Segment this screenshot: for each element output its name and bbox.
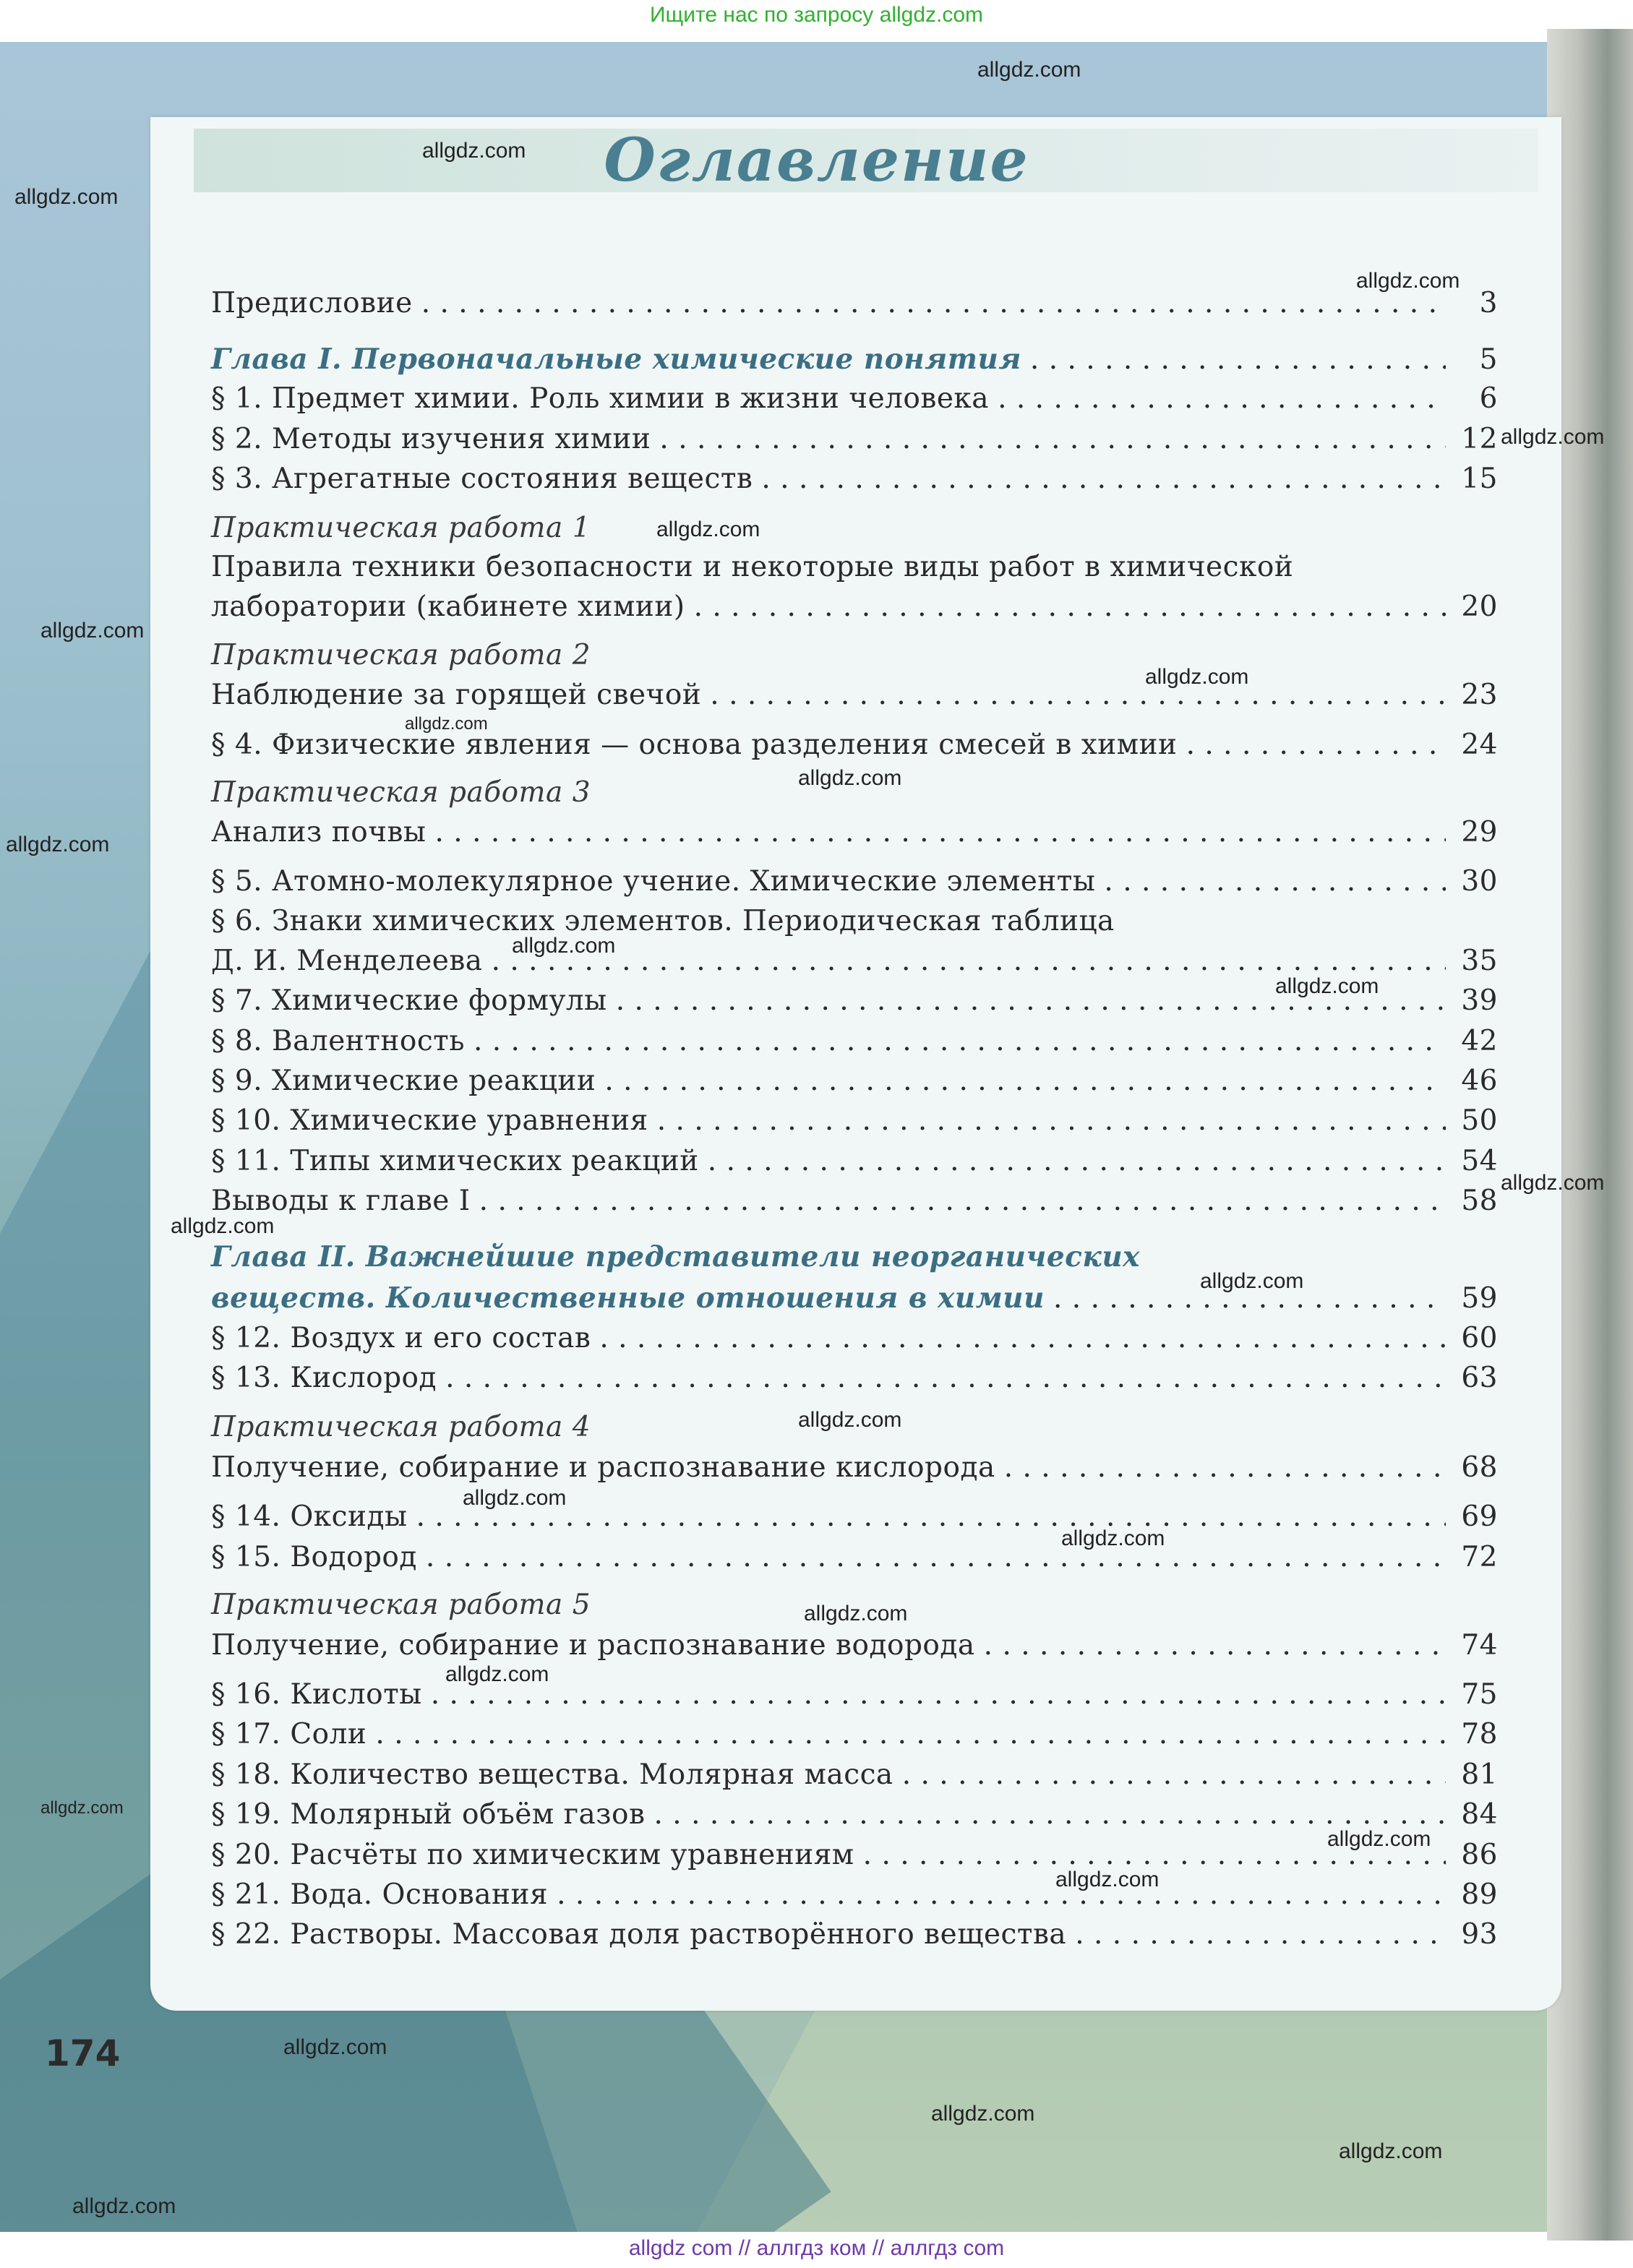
toc-entry-s15[interactable]	[211, 1539, 1498, 1576]
toc-leader-dots	[1030, 342, 1446, 378]
toc-leader-dots	[557, 1877, 1446, 1913]
watermark: allgdz.com	[977, 58, 1081, 82]
toc-leader-dots	[761, 461, 1446, 497]
toc-entry-page: 30	[1461, 865, 1498, 898]
toc-entry-label: веществ. Количественные отношения в химии	[211, 1281, 1045, 1315]
toc-leader-dots	[479, 1183, 1446, 1219]
toc-entry-label: § 18. Количество вещества. Молярная масса	[211, 1758, 893, 1791]
toc-entry-label: Предисловие	[211, 287, 413, 319]
toc-practice-heading: Практическая работа 1	[211, 512, 591, 544]
toc-entry-practice-1[interactable]	[211, 589, 1498, 625]
toc-entry-page: 50	[1461, 1104, 1498, 1137]
watermark: allgdz.com	[405, 714, 488, 734]
toc-leader-dots	[473, 1023, 1446, 1060]
toc-entry-s13[interactable]	[211, 1360, 1498, 1396]
toc-entry-page: 54	[1461, 1145, 1498, 1177]
toc-leader-dots	[998, 381, 1446, 417]
toc-entry-s1[interactable]	[211, 381, 1498, 417]
toc-entry-s18[interactable]	[211, 1757, 1498, 1793]
toc-entry-page: 86	[1461, 1839, 1498, 1871]
watermark: allgdz.com	[422, 139, 526, 163]
toc-entry-page: 15	[1461, 463, 1498, 495]
toc-entry-preface[interactable]	[211, 285, 1498, 322]
toc-entry-label: лаборатории (кабинете химии)	[211, 590, 685, 623]
toc-practice-heading: Практическая работа 4	[211, 1411, 591, 1443]
toc-entry-page: 72	[1461, 1541, 1498, 1573]
toc-entry-page: 46	[1461, 1065, 1498, 1097]
toc-entry-s21[interactable]	[211, 1877, 1498, 1913]
watermark: allgdz.com	[1055, 1868, 1160, 1891]
toc-practice-heading: Практическая работа 3	[211, 776, 591, 809]
toc-leader-dots	[421, 285, 1446, 322]
toc-entry-s12[interactable]	[211, 1320, 1498, 1357]
toc-entry-label: Выводы к главе I	[211, 1185, 471, 1217]
toc-entry-label: § 13. Кислород	[211, 1362, 437, 1394]
toc-entry-practice-3[interactable]	[211, 815, 1498, 851]
toc-entry-label: § 11. Типы химических реакций	[211, 1145, 699, 1177]
toc-entry-label: § 9. Химические реакции	[211, 1065, 596, 1097]
toc-entry-s4[interactable]	[211, 727, 1498, 763]
toc-chapter-2[interactable]	[211, 1280, 1498, 1317]
toc-leader-dots	[1186, 727, 1446, 763]
toc-entry-page: 59	[1461, 1282, 1498, 1315]
toc-entry-s8[interactable]	[211, 1023, 1498, 1060]
toc-entry-label: Наблюдение за горящей свечой	[211, 679, 702, 711]
toc-leader-dots	[657, 1103, 1446, 1139]
toc-entry-label: § 19. Молярный объём газов	[211, 1798, 646, 1831]
toc-entry-page: 78	[1461, 1718, 1498, 1751]
toc-entry-label: § 4. Физические явления — основа разделения смесей в химии	[211, 729, 1178, 761]
toc-entry-label: § 21. Вода. Основания	[211, 1878, 549, 1911]
toc-entry-label: Получение, собирание и распознавание водорода	[211, 1629, 975, 1662]
toc-leader-dots	[1004, 1450, 1446, 1486]
toc-leader-dots	[1104, 864, 1446, 900]
toc-entry-label: § 15. Водород	[211, 1541, 417, 1573]
toc-entry-line[interactable]: Правила техники безопасности и некоторые виды работ в химической	[211, 551, 1294, 583]
toc-entry-label: Анализ почвы	[211, 816, 427, 849]
toc-entry-page: 68	[1461, 1451, 1498, 1484]
watermark: allgdz.com	[512, 934, 616, 958]
toc-leader-dots	[445, 1360, 1446, 1396]
toc-entry-label: § 22. Растворы. Массовая доля растворённого вещества	[211, 1918, 1067, 1951]
toc-leader-dots	[694, 589, 1446, 625]
toc-leader-dots	[434, 815, 1446, 851]
watermark: allgdz.com	[171, 1214, 275, 1238]
toc-entry-label: Получение, собирание и распознавание кислорода	[211, 1451, 995, 1484]
toc-entry-s20[interactable]	[211, 1837, 1498, 1873]
toc-leader-dots	[708, 1143, 1446, 1180]
toc-entry-page: 23	[1461, 679, 1498, 711]
watermark: allgdz.com	[14, 185, 119, 209]
toc-entry-page: 63	[1461, 1362, 1498, 1394]
toc-entry-practice-5[interactable]	[211, 1628, 1498, 1664]
toc-leader-dots	[659, 421, 1446, 458]
toc-leader-dots	[431, 1677, 1446, 1713]
toc-entry-page: 24	[1461, 729, 1498, 761]
toc-leader-dots	[1075, 1917, 1446, 1953]
toc-entry-s2[interactable]	[211, 421, 1498, 458]
watermark: allgdz.com	[463, 1486, 567, 1510]
toc-entry-s16[interactable]	[211, 1677, 1498, 1713]
toc-entry-page: 39	[1461, 984, 1498, 1017]
toc-entry-label: § 1. Предмет химии. Роль химии в жизни человека	[211, 382, 990, 415]
toc-chapter-1[interactable]	[211, 341, 1498, 378]
toc-entry-s17[interactable]	[211, 1717, 1498, 1753]
toc-leader-dots	[710, 677, 1446, 713]
toc-entry-page: 75	[1461, 1678, 1498, 1711]
toc-entry-s3[interactable]	[211, 461, 1498, 497]
toc-entry-page: 81	[1461, 1758, 1498, 1791]
toc-leader-dots	[902, 1757, 1446, 1793]
toc-entry-page: 3	[1479, 287, 1498, 319]
watermark: allgdz.com	[40, 619, 145, 643]
toc-entry-conclusions-1[interactable]	[211, 1183, 1498, 1219]
toc-entry-label: § 5. Атомно-молекулярное учение. Химические элементы	[211, 865, 1096, 898]
toc-entry-s5[interactable]	[211, 864, 1498, 900]
watermark: allgdz.com	[798, 1408, 902, 1432]
watermark: allgdz.com	[1200, 1269, 1304, 1293]
toc-leader-dots	[416, 1499, 1446, 1535]
toc-entry-s9[interactable]	[211, 1063, 1498, 1099]
watermark: allgdz.com	[1501, 1171, 1605, 1195]
toc-entry-page: 20	[1461, 590, 1498, 623]
watermark: allgdz.com	[283, 2035, 387, 2059]
watermark: allgdz.com	[931, 2102, 1035, 2126]
toc-entry-label: § 8. Валентность	[211, 1025, 465, 1057]
watermark: allgdz.com	[1061, 1526, 1165, 1550]
toc-chapter-2-line1[interactable]: Глава II. Важнейшие представители неорганических	[211, 1240, 1140, 1273]
toc-entry-label: § 14. Оксиды	[211, 1500, 408, 1533]
toc-entry-s11[interactable]	[211, 1143, 1498, 1180]
toc-entry-page: 12	[1461, 423, 1498, 455]
page-title: Оглавление	[604, 126, 1029, 195]
toc-entry-page: 69	[1461, 1500, 1498, 1533]
toc-entry-page: 5	[1479, 343, 1498, 376]
watermark: allgdz.com	[40, 1798, 124, 1818]
watermark: allgdz.com	[1501, 425, 1605, 449]
watermark: allgdz.com	[445, 1662, 549, 1686]
toc-practice-heading: Практическая работа 2	[211, 639, 591, 671]
watermark: allgdz.com	[1339, 2139, 1443, 2163]
toc-entry-line[interactable]: § 6. Знаки химических элементов. Периодическая таблица	[211, 905, 1115, 937]
toc-entry-page: 29	[1461, 816, 1498, 849]
watermark: allgdz.com	[1356, 269, 1460, 293]
watermark: allgdz.com	[1275, 974, 1379, 998]
toc-entry-s10[interactable]	[211, 1103, 1498, 1139]
bottom-banner-link[interactable]: allgdz com // аллгдз ком // аллгдз com	[628, 2236, 1005, 2260]
toc-practice-heading: Практическая работа 5	[211, 1589, 591, 1621]
toc-entry-label: Глава I. Первоначальные химические понятия	[211, 343, 1021, 376]
toc-leader-dots	[604, 1063, 1446, 1099]
toc-entry-page: 89	[1461, 1878, 1498, 1911]
watermark: allgdz.com	[6, 833, 110, 856]
toc-entry-label: Д. И. Менделеева	[211, 945, 483, 977]
toc-entry-page: 60	[1461, 1322, 1498, 1354]
toc-entry-label: § 2. Методы изучения химии	[211, 423, 651, 455]
watermark: allgdz.com	[1327, 1827, 1431, 1851]
toc-entry-s19[interactable]	[211, 1797, 1498, 1833]
toc-entry-label: § 17. Соли	[211, 1718, 367, 1751]
toc-entry-page: 84	[1461, 1798, 1498, 1831]
toc-entry-practice-4[interactable]	[211, 1450, 1498, 1486]
toc-leader-dots	[984, 1628, 1446, 1664]
toc-leader-dots	[599, 1320, 1446, 1357]
toc-entry-page: 6	[1479, 382, 1498, 415]
toc-entry-page: 93	[1461, 1918, 1498, 1951]
toc-entry-s22[interactable]	[211, 1917, 1498, 1953]
page-number: 174	[45, 2032, 121, 2074]
toc-entry-label: § 10. Химические уравнения	[211, 1104, 648, 1137]
watermark: allgdz.com	[72, 2194, 176, 2218]
toc-entry-page: 42	[1461, 1025, 1498, 1057]
top-banner-link[interactable]: Ищите нас по запросу allgdz.com	[649, 3, 984, 27]
toc-entry-label: § 16. Кислоты	[211, 1678, 422, 1711]
watermark: allgdz.com	[804, 1602, 908, 1625]
toc-entry-page: 35	[1461, 945, 1498, 977]
toc-entry-label: § 3. Агрегатные состояния веществ	[211, 463, 753, 495]
toc-entry-page: 74	[1461, 1629, 1498, 1662]
watermark: allgdz.com	[1145, 665, 1249, 689]
toc-entry-page: 58	[1461, 1185, 1498, 1217]
toc-entry-s14[interactable]	[211, 1499, 1498, 1535]
watermark: allgdz.com	[798, 766, 902, 790]
watermark: allgdz.com	[656, 517, 760, 541]
toc-leader-dots	[375, 1717, 1446, 1753]
toc-leader-dots	[426, 1539, 1446, 1576]
toc-entry-label: § 20. Расчёты по химическим уравнениям	[211, 1839, 854, 1871]
toc-entry-label: § 7. Химические формулы	[211, 984, 607, 1017]
toc-entry-practice-2[interactable]	[211, 677, 1498, 713]
toc-entry-label: § 12. Воздух и его состав	[211, 1322, 591, 1354]
